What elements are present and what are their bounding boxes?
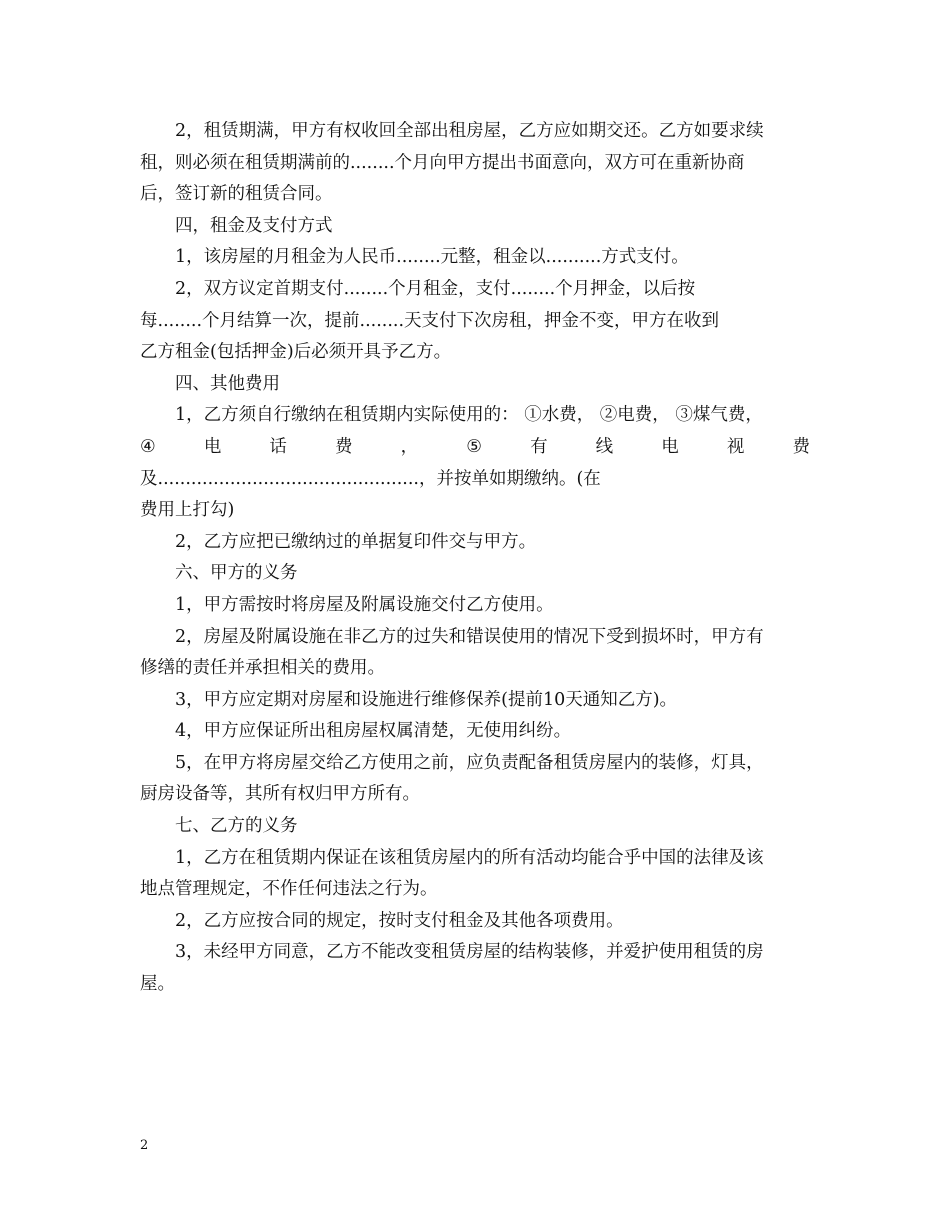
justified-char: 线 [595,436,614,457]
paragraph-line: 5，在甲方将房屋交给乙方使用之前，应负责配备租赁房屋内的装修，灯具， [175,752,764,773]
paragraph-line: 2，乙方应把已缴纳过的单据复印件交与甲方。 [175,531,537,552]
justified-char: 电 [203,436,222,457]
paragraph-line: 每........个月结算一次，提前........天支付下次房租，押金不变，甲方在收到 [140,310,720,331]
paragraph-line: 1，乙方须自行缴纳在租赁期内实际使用的： ①水费， ②电费， ③煤气费， [175,405,763,426]
paragraph-line: 4，甲方应保证所出租房屋权属清楚，无使用纠纷。 [175,721,572,742]
paragraph-line: 后，签订新的租赁合同。 [140,184,333,205]
section-heading: 六、甲方的义务 [175,563,298,584]
paragraph-line: 屋。 [140,974,175,995]
paragraph-line: 地点管理规定，不作任何违法之行为。 [140,879,438,900]
paragraph-line: 费用上打勾) [140,500,235,521]
justified-char: ， [400,436,419,457]
section-heading: 四，租金及支付方式 [175,215,333,236]
paragraph-line: 1，甲方需按时将房屋及附属设施交付乙方使用。 [175,594,554,615]
justified-char: 视 [726,436,745,457]
paragraph-line: 修缮的责任并承担相关的费用。 [140,658,385,679]
paragraph-line: 厨房设备等，其所有权归甲方所有。 [140,784,420,805]
paragraph-line: 2，房屋及附属设施在非乙方的过失和错误使用的情况下受到损坏时，甲方有 [175,626,764,647]
justified-char: ④ [140,436,156,457]
justified-char: 费 [792,436,810,457]
section-heading: 七、乙方的义务 [175,816,298,837]
page-number: 2 [140,1138,149,1153]
paragraph-line: 3，甲方应定期对房屋和设施进行维修保养(提前10天通知乙方)。 [175,689,678,710]
paragraph-line: 租，则必须在租赁期满前的........个月向甲方提出书面意向，双方可在重新协商 [140,152,745,173]
justified-line [140,432,810,464]
paragraph-line: 2，乙方应按合同的规定，按时支付租金及其他各项费用。 [175,910,624,931]
paragraph-line: 1，乙方在租赁期内保证在该租赁房屋内的所有活动均能合乎中国的法律及该 [175,847,764,868]
document-body [140,116,810,1001]
justified-char: ⑤ [466,436,482,457]
section-heading: 四、其他费用 [175,373,280,394]
paragraph-line: 2，租赁期满，甲方有权收回全部出租房屋，乙方应如期交还。乙方如要求续 [175,121,764,141]
justified-char: 话 [269,436,287,457]
paragraph-line: 1，该房屋的月租金为人民币........元整，租金以..........方式支付。 [175,247,689,268]
justified-char: 电 [661,436,679,457]
paragraph-line: 3，未经甲方同意，乙方不能改变租赁房屋的结构装修，并爱护使用租赁的房 [175,942,764,963]
justified-char: 费 [335,436,353,457]
paragraph-line: 2，双方议定首期支付........个月租金，支付........个月押金，以后按 [175,278,696,299]
justified-char: 有 [530,436,548,457]
paragraph-line: 及...............................................，并按单如期缴纳。(在 [140,468,601,489]
paragraph-line: 乙方租金(包括押金)后必须开具予乙方。 [140,342,452,363]
